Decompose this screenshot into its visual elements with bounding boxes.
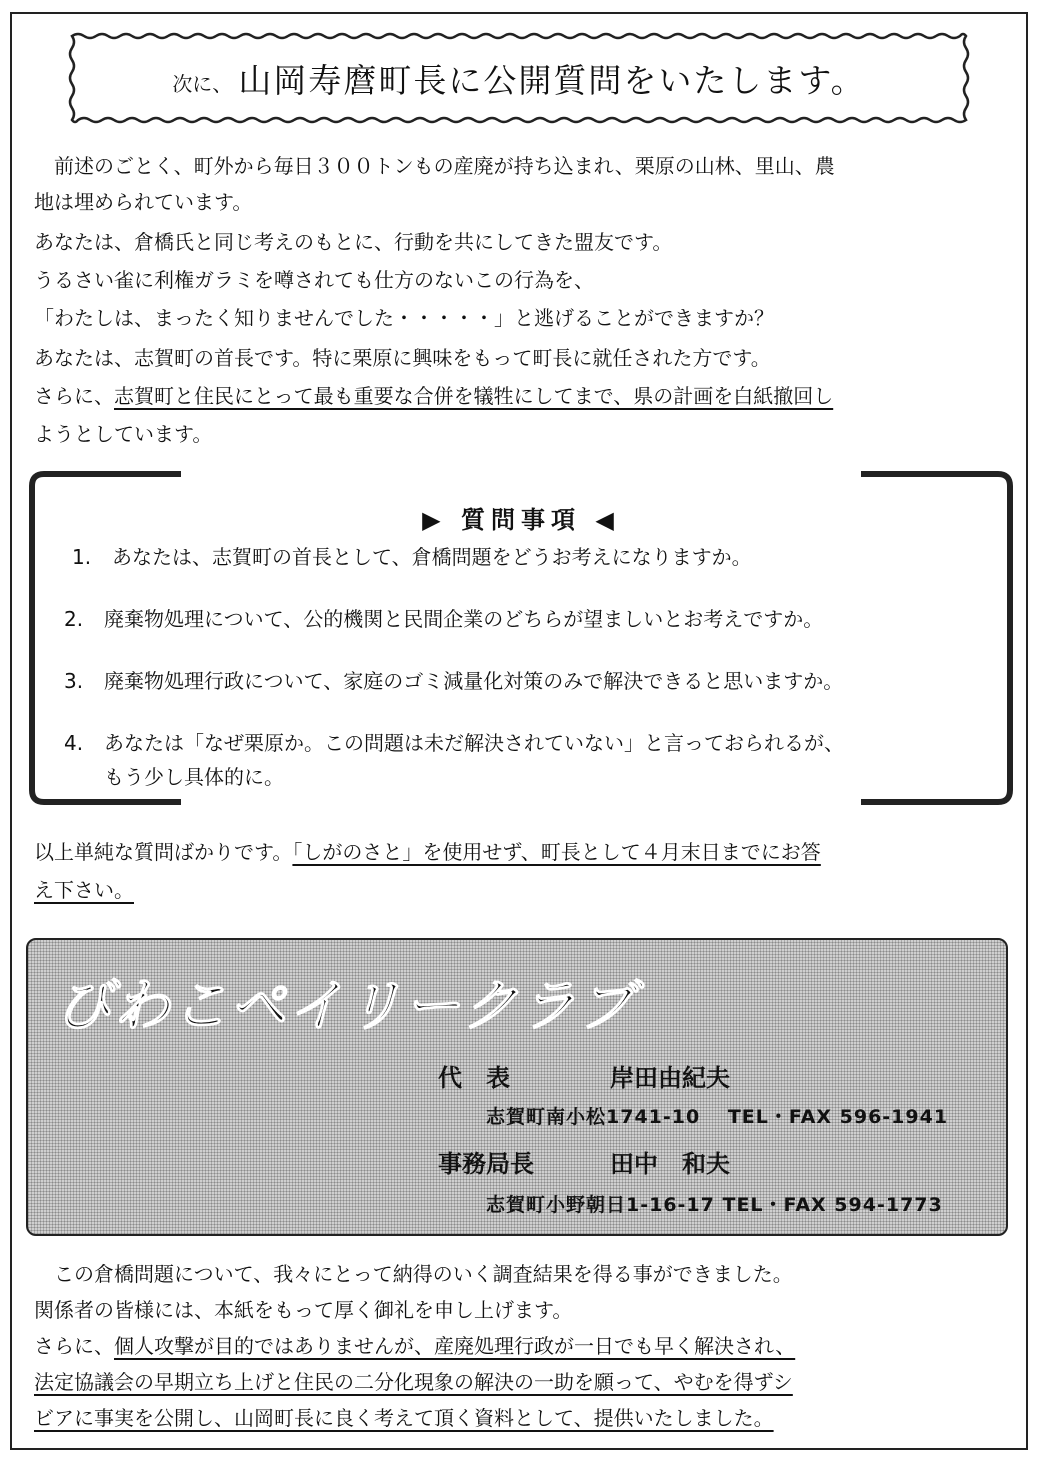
closing-underlined: え下さい。 — [34, 878, 134, 902]
intro-line: ようとしています。 — [34, 422, 213, 446]
intro-line: 前述のごとく、町外から毎日３００トンもの産廃が持ち込まれ、栗原の山林、里山、農 — [34, 154, 835, 178]
questions-heading — [26, 500, 1016, 535]
closing-prefix: 以上単純な質問ばかりです。 — [34, 840, 293, 864]
footer-line: 関係者の皆様には、本紙をもって厚く御礼を申し上げます。 — [34, 1298, 573, 1322]
closing-line — [34, 834, 1004, 870]
intro-line — [34, 378, 1004, 414]
footer-underlined: 個人攻撃が目的ではありませんが、産廃処理行政が一日でも早く解決され、 — [114, 1334, 796, 1358]
footer-line: この倉橋問題について、我々にとって納得のいく調査結果を得る事ができました。 — [34, 1262, 793, 1286]
closing-line — [34, 872, 1004, 908]
triangle-right-icon: ▶ — [422, 506, 447, 534]
question-text: あなたは、志賀町の首長として、倉橋問題をどうお考えになりますか。 — [112, 545, 752, 569]
secretary-address: 志賀町小野朝日1-16-17 TEL・FAX 594-1773 — [486, 1194, 943, 1216]
intro-line: 「わたしは、まったく知りませんでした・・・・・」と逃げることができますか？ — [34, 306, 774, 330]
intro-line: 地は埋められています。 — [34, 190, 253, 214]
closing-underlined: 「しがのさと」を使用せず、町長として４月末日までにお答 — [292, 840, 821, 864]
triangle-left-icon: ◀ — [595, 506, 620, 534]
footer-underlined: 法定協議会の早期立ち上げと住民の二分化現象の解決の一助を願って、やむを得ずシ — [34, 1370, 793, 1394]
question-number: 3. — [64, 669, 84, 693]
representative-address: 志賀町南小松1741-10 TEL・FAX 596-1941 — [486, 1106, 949, 1128]
representative-label: 代 表 — [438, 1064, 510, 1092]
page-title: 山岡寿麿町長に公開質問をいたします。 — [238, 60, 866, 100]
title-box — [64, 28, 974, 128]
footer-line — [34, 1364, 1004, 1400]
intro-line: あなたは、志賀町の首長です。特に栗原に興味をもって町長に就任された方です。 — [34, 346, 771, 370]
secretary-label: 事務局長 — [438, 1150, 534, 1178]
question-item — [64, 726, 844, 794]
secretary-name: 田中 和夫 — [610, 1150, 730, 1178]
footer-line — [34, 1400, 1004, 1436]
intro-line: あなたは、倉橋氏と同じ考えのもとに、行動を共にしてきた盟友です。 — [34, 230, 673, 254]
question-item — [64, 602, 823, 636]
intro-line: うるさい雀に利権ガラミを噂されても仕方のないこの行為を、 — [34, 268, 594, 292]
club-name: びわこペイリークラブ — [56, 974, 636, 1039]
footer-prefix: さらに、 — [34, 1334, 114, 1358]
question-text: 廃棄物処理について、公的機関と民間企業のどちらが望ましいとお考えですか。 — [104, 607, 824, 631]
question-number: 1. — [72, 545, 92, 569]
question-number: 4. — [64, 731, 84, 755]
footer-line — [34, 1328, 1004, 1364]
question-text: 廃棄物処理行政について、家庭のゴミ減量化対策のみで解決できると思いますか。 — [104, 669, 844, 693]
question-text: あなたは「なぜ栗原か。この問題は未だ解決されていない」と言っておられるが、 — [104, 731, 844, 755]
footer-underlined: ビアに事実を公開し、山岡町長に良く考えて頂く資料として、提供いたしました。 — [34, 1406, 774, 1430]
question-item — [72, 540, 752, 574]
club-info-box — [26, 938, 1008, 1236]
intro-underlined: 志賀町と住民にとって最も重要な合併を犠牲にしてまで、県の計画を白紙撤回し — [114, 384, 834, 408]
title-prefix: 次に、 — [172, 71, 233, 96]
questions-box — [26, 470, 1016, 806]
question-item — [64, 664, 843, 698]
representative-name: 岸田由紀夫 — [610, 1064, 730, 1092]
question-text-continued: もう少し具体的に。 — [104, 765, 284, 789]
questions-heading-text: 質問事項 — [461, 506, 581, 534]
question-number: 2. — [64, 607, 84, 631]
intro-line-prefix: さらに、 — [34, 384, 114, 408]
